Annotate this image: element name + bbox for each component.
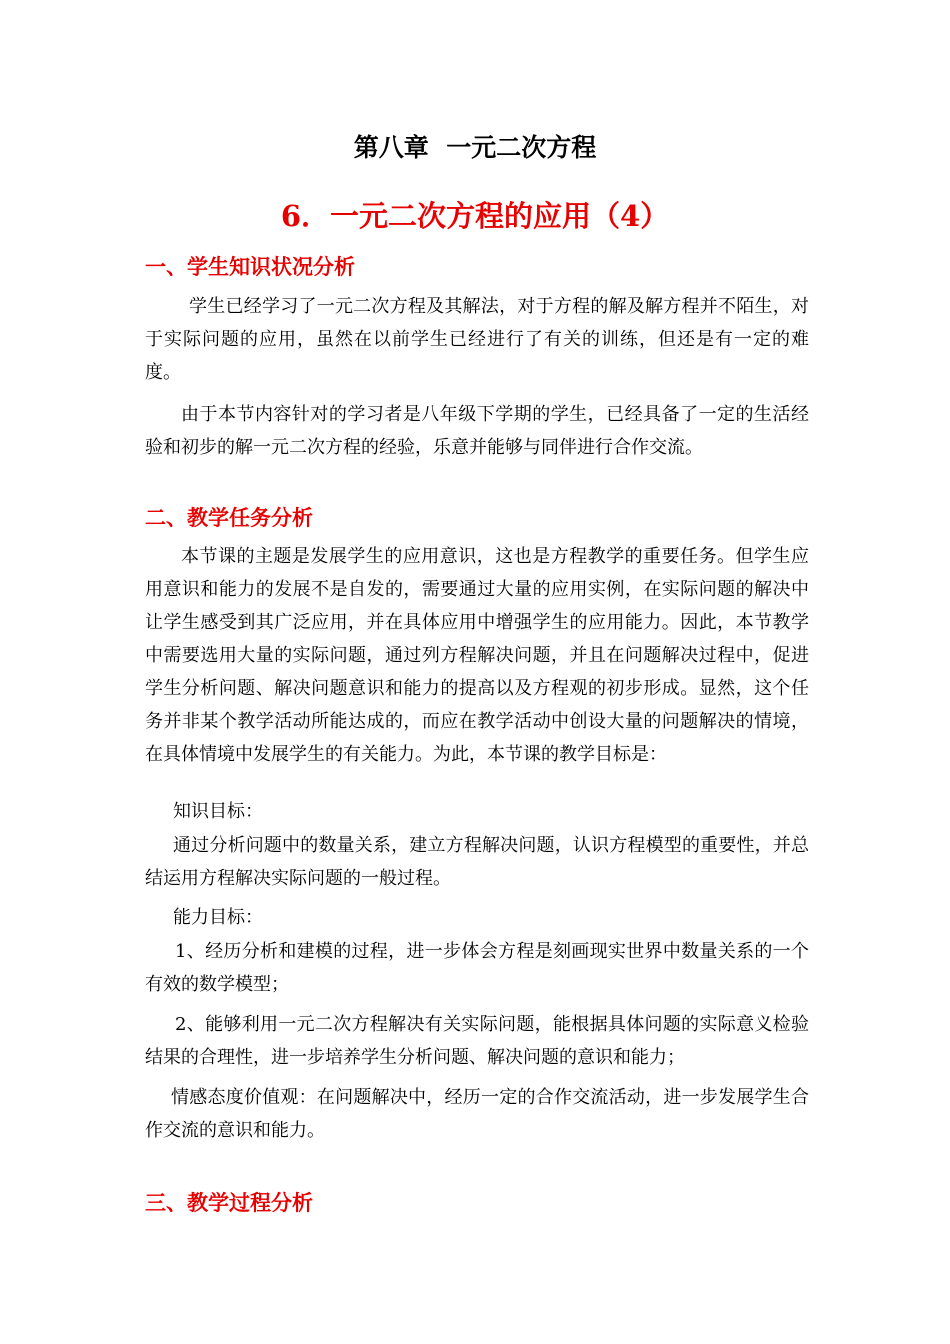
paragraph: 1、经历分析和建模的过程，进一步体会方程是刻画现实世界中数量关系的一个有效的数学模型； [145,941,809,995]
paragraph: 2、能够利用一元二次方程解决有关实际问题，能根据具体问题的实际意义检验结果的合理性，进一步培养学生分析问题、解决问题的意识和能力； [145,1014,809,1068]
lesson-title: 6．一元二次方程的应用（4） [280,199,670,233]
section-heading-2: 二、教学任务分析 [145,506,313,530]
paragraph: 通过分析问题中的数量关系，建立方程解决问题，认识方程模型的重要性，并总结运用方程解决实际问题的一般过程。 [145,835,809,889]
section-heading-1: 一、学生知识状况分析 [145,255,355,279]
paragraph: 知识目标： [173,801,263,822]
paragraph: 情感态度价值观：在问题解决中，经历一定的合作交流活动，进一步发展学生合作交流的意识和能力。 [145,1087,809,1141]
paragraph: 本节课的主题是发展学生的应用意识，这也是方程教学的重要任务。但学生应用意识和能力的发展不是自发的，需要通过大量的应用实例，在实际问题的解决中让学生感受到其广泛应用，并在具体应用中增强学生的应用能力。因此，本节教学中需要选用大量的实际问题，通过列方程解决问题，并且在问题解决过程中，促进学生分析问题、解决问题意识和能力的提高以及方程观的初步形成。显然，这个任务并非某个教学活动所能达成的，而应在教学活动中创设大量的问题解决的情境，在具体情境中发展学生的有关能力。为此，本节课的教学目标是： [145,546,809,765]
paragraph: 由于本节内容针对的学习者是八年级下学期的学生，已经具备了一定的生活经验和初步的解一元二次方程的经验，乐意并能够与同伴进行合作交流。 [145,404,809,458]
section-heading-3: 三、教学过程分析 [145,1191,313,1215]
paragraph: 学生已经学习了一元二次方程及其解法，对于方程的解及解方程并不陌生，对于实际问题的应用，虽然在以前学生已经进行了有关的训练，但还是有一定的难度。 [145,296,809,383]
chapter-title: 第八章 一元二次方程 [353,133,597,162]
paragraph: 能力目标： [173,907,263,928]
